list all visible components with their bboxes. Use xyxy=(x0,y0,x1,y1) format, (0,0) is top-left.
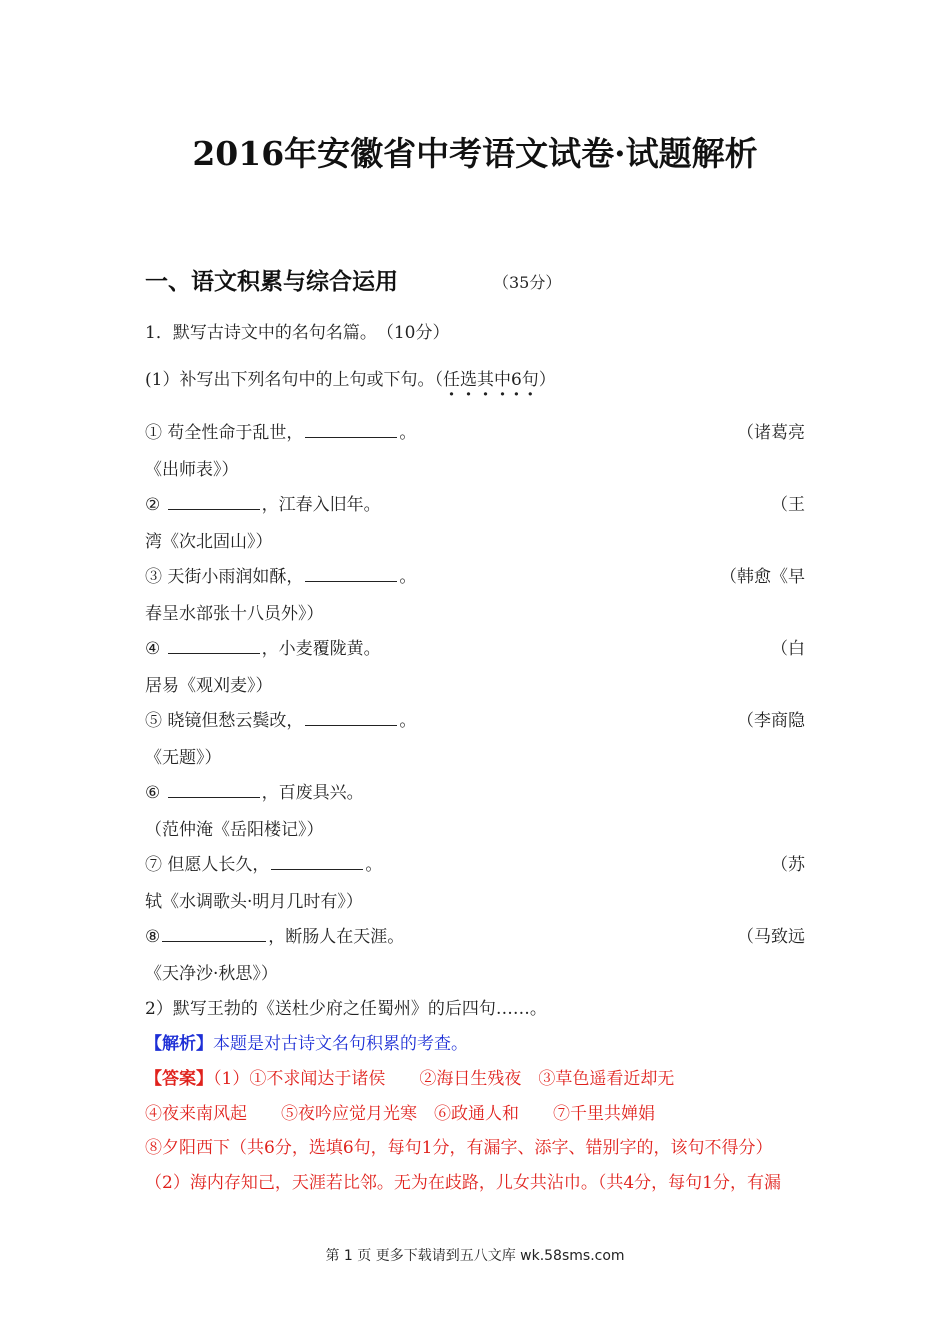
section-score: （35分） xyxy=(493,273,562,292)
fill-item-1: ① 苟全性命于乱世， 。 xyxy=(145,423,417,443)
source-part2: 居易《观刈麦》） xyxy=(145,676,273,696)
answer-blank[interactable] xyxy=(305,423,397,438)
source-part2: 轼《水调歌头·明月几时有》） xyxy=(145,892,363,912)
answer-blank[interactable] xyxy=(168,495,260,510)
section-heading: 一、语文积累与综合运用 xyxy=(145,268,398,295)
stem-prefix: (1）补写出下列名句中的上句或下句。（ xyxy=(145,370,443,390)
emphasis-char: 选 xyxy=(459,370,477,390)
answer-label: 【答案】 xyxy=(145,1069,213,1089)
answer-blank[interactable] xyxy=(305,711,397,726)
answer-blank[interactable] xyxy=(168,639,260,654)
source-part1: （王 xyxy=(771,495,805,515)
fill-item-2: ② ，江春入旧年。 xyxy=(145,495,381,515)
source-part1: （苏 xyxy=(771,855,805,875)
emphasis-char: 中 xyxy=(493,370,511,390)
source-part1: （诸葛亮 xyxy=(737,423,805,443)
stem-suffix: ） xyxy=(538,370,556,390)
emphasis-char: 句 xyxy=(521,370,539,390)
source-part2: 湾《次北固山》） xyxy=(145,532,273,552)
fill-item-5: ⑤ 晓镜但愁云鬓改， 。 xyxy=(145,711,417,731)
source-part1: （韩愈《早 xyxy=(720,567,805,587)
page-title: 2016年安徽省中考语文试卷·试题解析 xyxy=(192,134,758,173)
answer-line-2: ④夜来南风起 ⑤夜吟应觉月光寒 ⑥政通人和 ⑦千里共婵娟 xyxy=(145,1104,655,1124)
answer-line-1: 【答案】（1）①不求闻达于诸侯 ②海日生残夜 ③草色遥看近却无 xyxy=(145,1069,675,1089)
source-part1: （白 xyxy=(771,639,805,659)
answer-blank[interactable] xyxy=(305,567,397,582)
analysis-label: 【解析】 xyxy=(145,1034,213,1054)
answer-line-3: ⑧夕阳西下（共6分，选填6句，每句1分，有漏字、添字、错别字的，该句不得分） xyxy=(145,1138,773,1158)
question-1-1-stem xyxy=(145,365,556,390)
source-part2: 《出师表》） xyxy=(145,460,239,480)
source-part2: 春呈水部张十八员外》） xyxy=(145,604,324,624)
answer-blank[interactable] xyxy=(271,855,363,870)
analysis-text: 本题是对古诗文名句积累的考查。 xyxy=(213,1034,468,1054)
fill-item-8: ⑧ ，断肠人在天涯。 xyxy=(145,927,405,947)
page-footer: 第 1 页 更多下载请到五八文库 wk.58sms.com xyxy=(325,1248,625,1264)
emphasis-char: 任 xyxy=(442,370,460,390)
question-1-stem: 1．默写古诗文中的名句名篇。 （10分） xyxy=(145,323,450,343)
source-part2: （范仲淹《岳阳楼记》） xyxy=(145,820,324,840)
source-part2: 《无题》） xyxy=(145,748,222,768)
fill-item-3: ③ 天街小雨润如酥， 。 xyxy=(145,567,417,587)
emphasis-char: 其 xyxy=(476,370,494,390)
source-part1: （马致远 xyxy=(737,927,805,947)
source-part1: （李商隐 xyxy=(737,711,805,731)
fill-item-4: ④ ，小麦覆陇黄。 xyxy=(145,639,381,659)
question-1-2-stem: 2）默写王勃的《送杜少府之任蜀州》的后四句……。 xyxy=(145,999,547,1019)
fill-item-7: ⑦ 但愿人长久， 。 xyxy=(145,855,383,875)
answer-blank[interactable] xyxy=(168,783,260,798)
source-part2: 《天净沙·秋思》） xyxy=(145,964,278,984)
emphasis-char: 6 · xyxy=(511,370,522,390)
answer-line-4: （2）海内存知己，天涯若比邻。无为在歧路，儿女共沾巾。（共4分，每句1分，有漏 xyxy=(145,1173,781,1193)
fill-item-6: ⑥ ，百废具兴。 xyxy=(145,783,364,803)
analysis-line xyxy=(145,1029,468,1054)
answer-blank[interactable] xyxy=(162,927,266,942)
